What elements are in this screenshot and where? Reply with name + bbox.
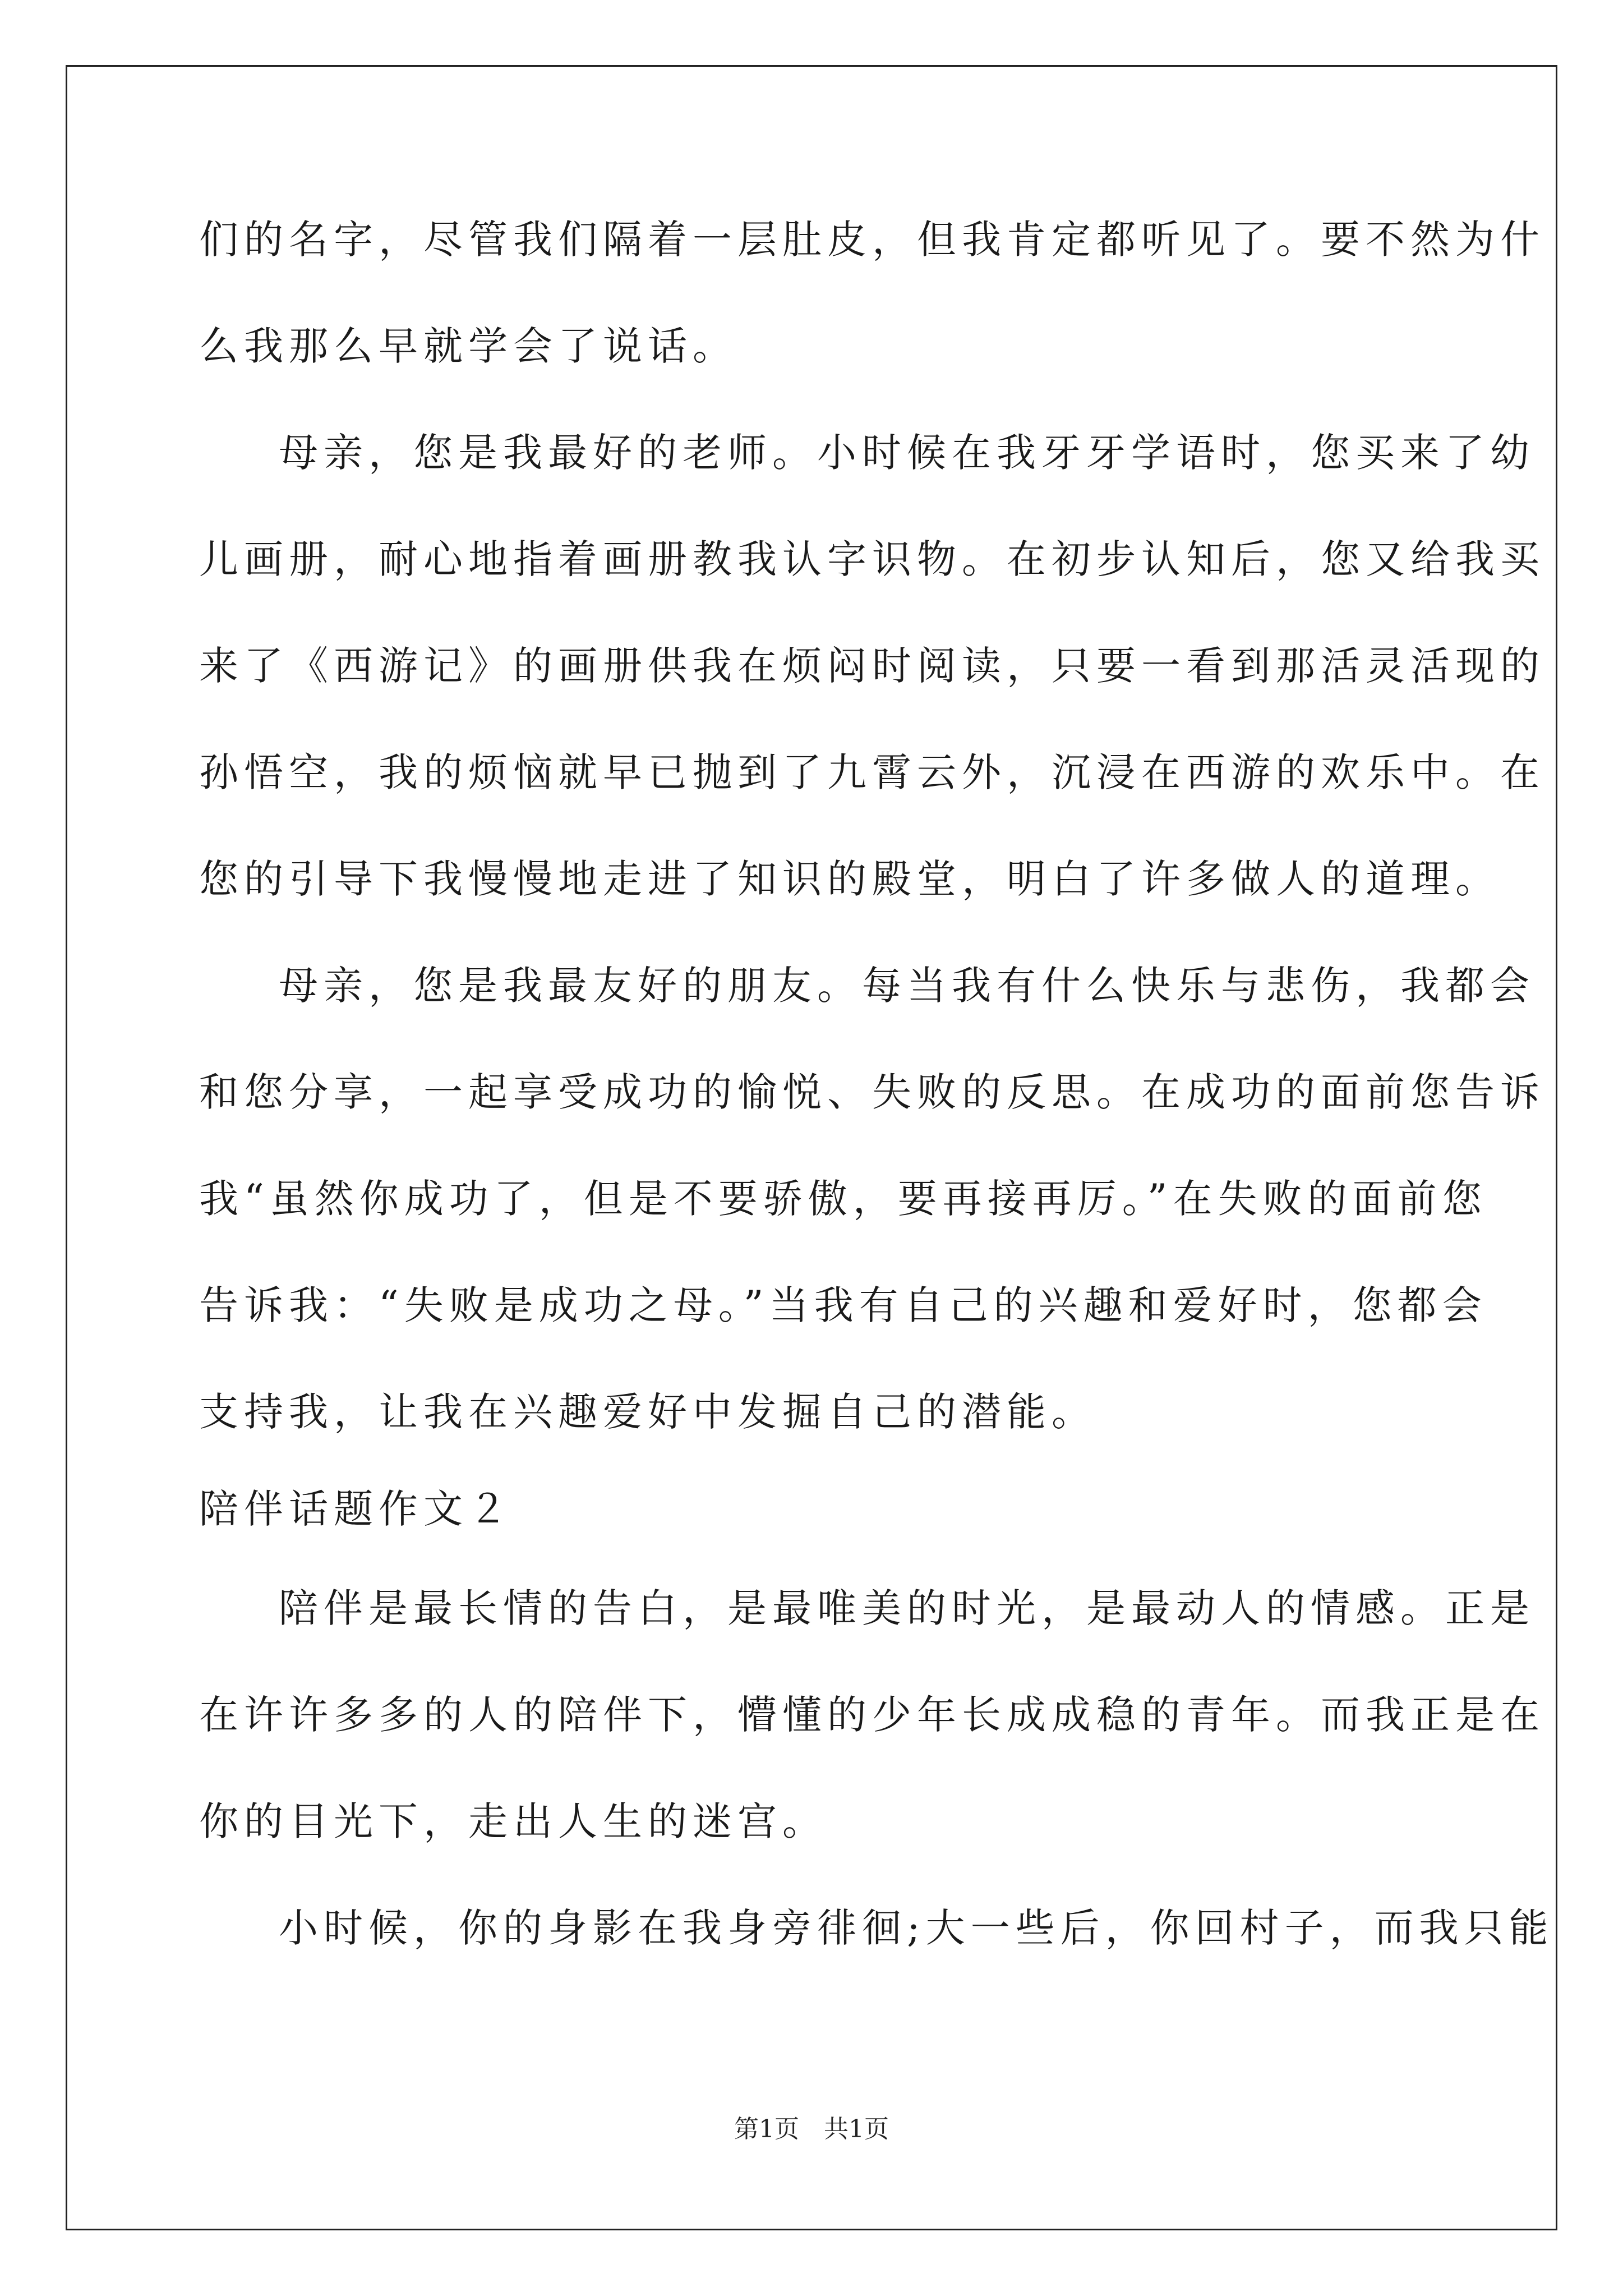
text-line: 你的目光下，走出人生的迷宫。: [199, 1798, 827, 1844]
paragraph-start-line: 陪伴是最长情的告白，是最唯美的时光，是最动人的情感。正是: [279, 1585, 1535, 1631]
text-line: 来了《西游记》的画册供我在烦闷时阅读，只要一看到那活灵活现的: [199, 643, 1545, 689]
paragraph-start-line: 母亲，您是我最好的老师。小时候在我牙牙学语时，您买来了幼: [279, 430, 1535, 476]
text-line: 么我那么早就学会了说话。: [199, 323, 737, 369]
page-number-footer: 第1页 共1页: [734, 2115, 889, 2143]
text-line: 支持我，让我在兴趣爱好中发掘自己的潜能。: [199, 1389, 1096, 1435]
text-line: 您的引导下我慢慢地走进了知识的殿堂，明白了许多做人的道理。: [199, 856, 1500, 902]
text-line: 我“虽然你成功了，但是不要骄傲，要再接再厉。”在失败的面前您: [199, 1176, 1487, 1222]
section-heading: 陪伴话题作文２: [199, 1486, 513, 1532]
text-line: 和您分享，一起享受成功的愉悦、失败的反思。在成功的面前您告诉: [199, 1069, 1545, 1115]
text-line: 儿画册，耐心地指着画册教我认字识物。在初步认知后，您又给我买: [199, 536, 1545, 582]
paragraph-start-line: 母亲，您是我最友好的朋友。每当我有什么快乐与悲伤，我都会: [279, 963, 1535, 1009]
text-line: 孙悟空，我的烦恼就早已抛到了九霄云外，沉浸在西游的欢乐中。在: [199, 749, 1545, 795]
text-line: 在许许多多的人的陪伴下，懵懂的少年长成成稳的青年。而我正是在: [199, 1692, 1545, 1738]
text-line: 告诉我：“失败是成功之母。”当我有自己的兴趣和爱好时，您都会: [199, 1282, 1487, 1328]
text-line: 们的名字，尽管我们隔着一层肚皮，但我肯定都听见了。要不然为什: [199, 217, 1545, 263]
paragraph-start-line: 小时候，你的身影在我身旁徘徊;大一些后，你回村子，而我只能: [279, 1905, 1554, 1951]
